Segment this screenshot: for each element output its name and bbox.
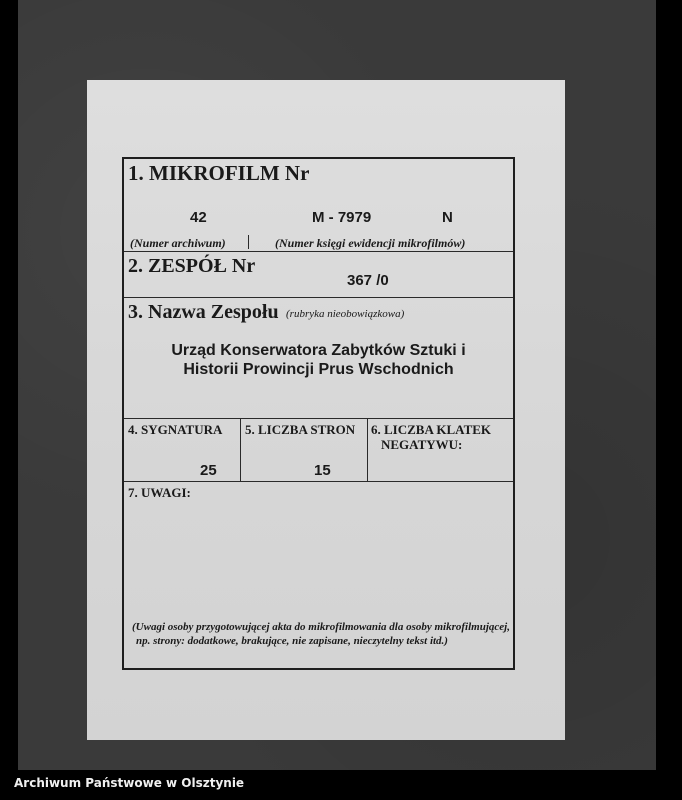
film-number: M - 7979: [312, 209, 372, 226]
remarks-instruction-line2: np. strony: dodatkowe, brakujące, nie zapisane, nieczytelny tekst itd.): [136, 635, 448, 647]
section7-heading: 7. UWAGI:: [128, 485, 191, 500]
divider-caption: [248, 235, 249, 249]
divider-col2: [367, 418, 368, 481]
section3-note: (rubryka nieobowiązkowa): [286, 308, 405, 320]
microfilm-form: [122, 157, 515, 670]
section6-heading-line1: 6. LICZBA KLATEK: [371, 422, 492, 437]
section6-heading-line2: NEGATYWU:: [381, 437, 463, 452]
section1-heading: 1. MIKROFILM Nr: [128, 161, 310, 185]
section4-heading: 4. SYGNATURA: [128, 422, 223, 437]
divider-row4: [124, 481, 513, 482]
page-count-value: 15: [314, 462, 331, 479]
signature-value: 25: [200, 462, 217, 479]
fonds-number: 367 /0: [347, 272, 389, 289]
fonds-name-line2: Historii Prowincji Prus Wschodnich: [183, 361, 454, 378]
fonds-name-line1: Urząd Konserwatora Zabytków Sztuki i: [171, 342, 466, 359]
section2-heading: 2. ZESPÓŁ Nr: [128, 255, 256, 277]
section5-heading: 5. LICZBA STRON: [245, 422, 356, 437]
archive-number: 42: [190, 209, 207, 226]
remarks-instruction-line1: (Uwagi osoby przygotowującej akta do mikrofilmowania dla osoby mikrofilmującej,: [132, 621, 510, 633]
film-type: N: [442, 209, 453, 226]
divider-col1: [240, 418, 241, 481]
archive-caption: (Numer archiwum): [130, 236, 226, 250]
divider-row2: [124, 297, 513, 298]
archive-footer-label: Archiwum Państwowe w Olsztynie: [14, 776, 245, 790]
divider-row3: [124, 418, 513, 419]
register-caption: (Numer księgi ewidencji mikrofilmów): [275, 236, 466, 250]
divider-row1: [124, 251, 513, 252]
section3-heading: 3. Nazwa Zespołu: [128, 301, 279, 323]
